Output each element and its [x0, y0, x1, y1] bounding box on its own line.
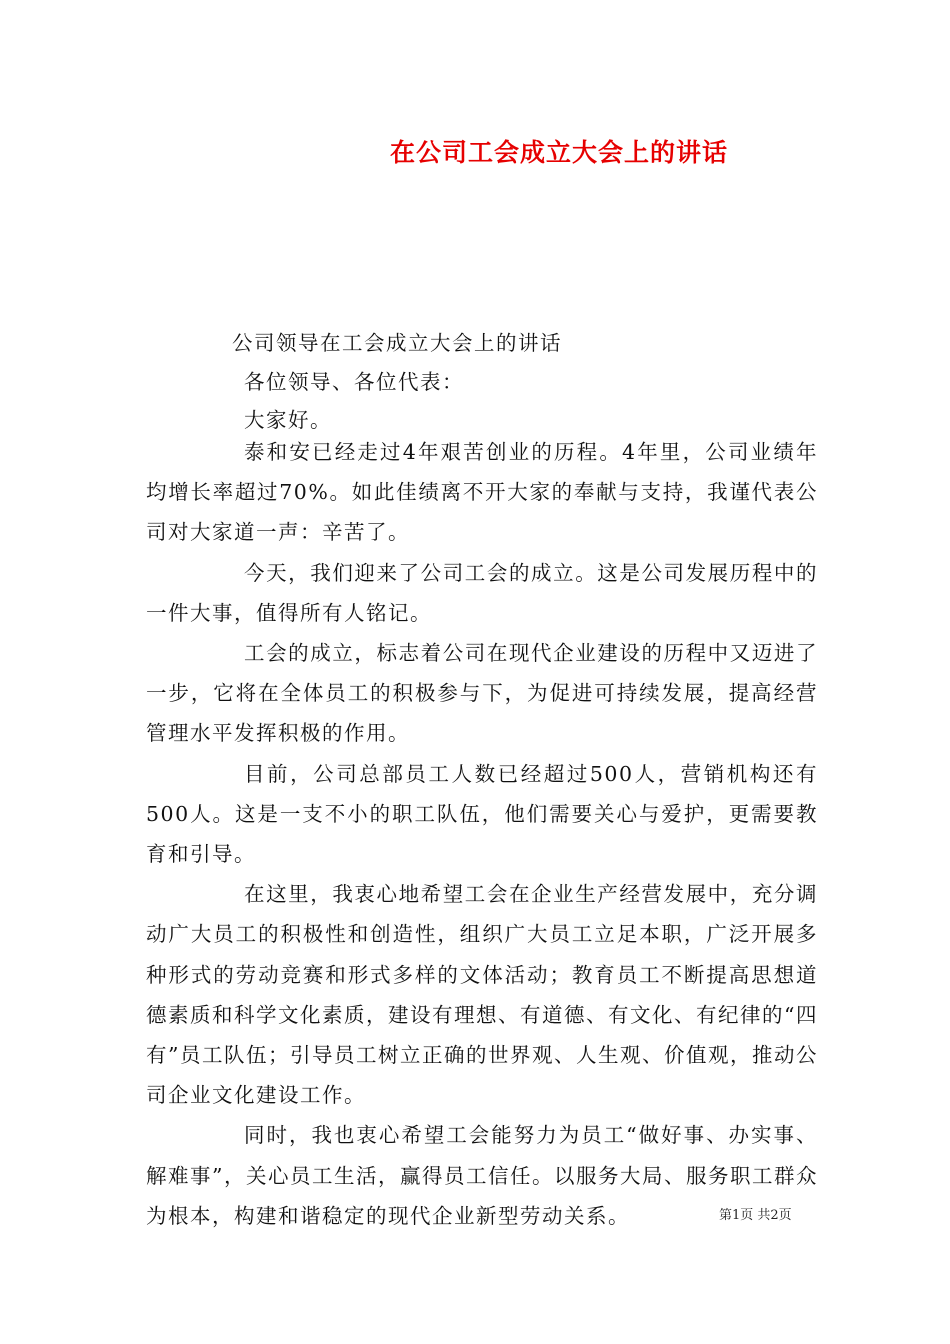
- paragraph: 在这里，我衷心地希望工会在企业生产经营发展中，充分调动广大员工的积极性和创造性，组织广大员工立足本职，广泛开展多种形式的劳动竞赛和形式多样的文体活动；教育员工不断提高思想道德素质和科学文化素质，建设有理想、有道德、有文化、有纪律的“四有”员工队伍；引导员工树立正确的世界观、人生观、价值观，推动公司企业文化建设工作。: [146, 882, 818, 1108]
- greeting: 大家好。: [244, 408, 332, 432]
- page-indicator: 第1页 共2页: [719, 1208, 792, 1223]
- speech-subtitle: 公司领导在工会成立大会上的讲话: [232, 331, 562, 355]
- page-title: 在公司工会成立大会上的讲话: [390, 138, 729, 167]
- salutation: 各位领导、各位代表：: [244, 370, 464, 394]
- paragraph: 今天，我们迎来了公司工会的成立。这是公司发展历程中的一件大事，值得所有人铭记。: [146, 560, 818, 625]
- paragraph: 工会的成立，标志着公司在现代企业建设的历程中又迈进了一步，它将在全体员工的积极参与下，为促进可持续发展，提高经营管理水平发挥积极的作用。: [146, 641, 818, 746]
- paragraph: 目前，公司总部员工人数已经超过500人，营销机构还有500人。这是一支不小的职工队伍，他们需要关心与爱护，更需要教育和引导。: [146, 761, 818, 867]
- paragraph: 同时，我也衷心希望工会能努力为员工“做好事、办实事、解难事”，关心员工生活，赢得员工信任。以服务大局、服务职工群众为根本，构建和谐稳定的现代企业新型劳动关系。: [146, 1123, 818, 1228]
- speech-body: [146, 432, 818, 1236]
- paragraph: 泰和安已经走过4年艰苦创业的历程。4年里，公司业绩年均增长率超过70%。如此佳绩离不开大家的奉献与支持，我谨代表公司对大家道一声：辛苦了。: [146, 440, 818, 545]
